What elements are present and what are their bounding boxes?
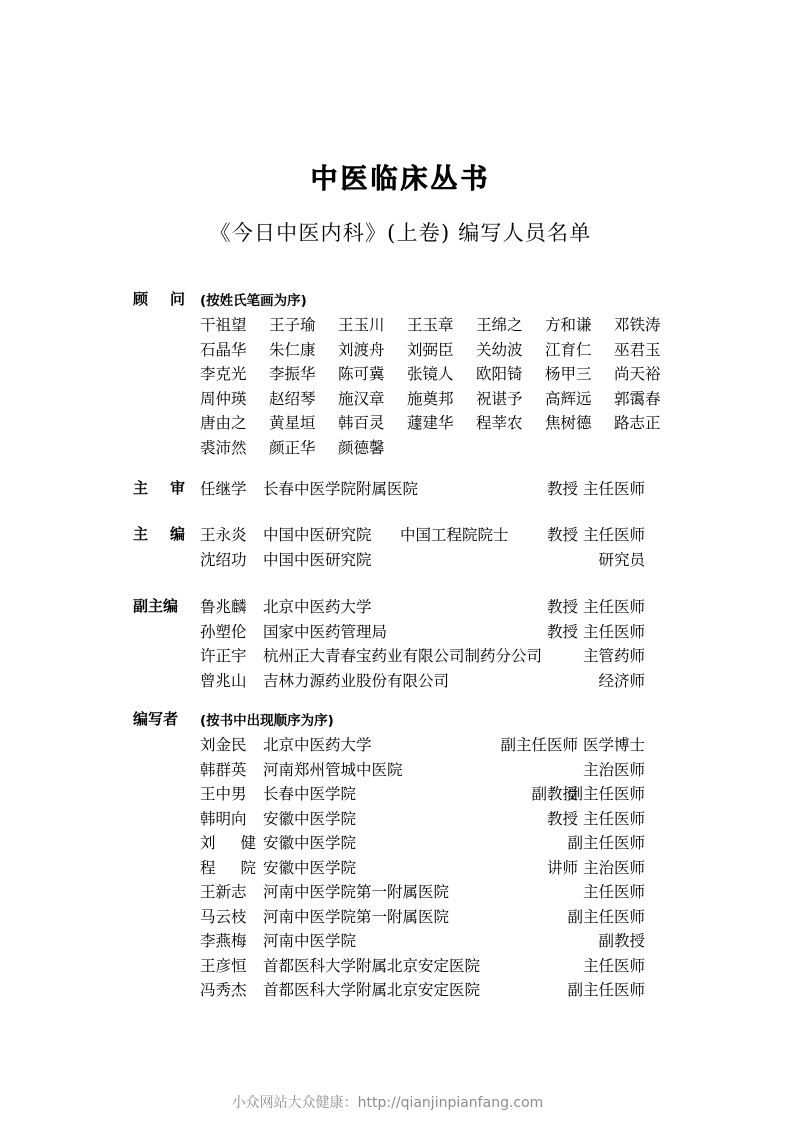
name-char: 健: [240, 834, 256, 852]
contributor-organization: 北京中医药大学: [263, 736, 372, 754]
advisor-name: 李振华: [269, 365, 316, 383]
contributor-name: 许正宇: [200, 647, 247, 665]
contributor-name: 孙塑伦: [200, 622, 247, 641]
contributor-name: 王永炎: [200, 526, 247, 544]
contributor-name: 沈绍功: [200, 550, 247, 569]
advisor-name: 唐由之: [200, 414, 247, 432]
contributor-name: 李燕梅: [200, 932, 247, 950]
contributor-organization: 杭州正大青春宝药业有限公司制药分公司: [263, 647, 543, 665]
contributor-name: 刘金民: [200, 736, 247, 754]
contributor-organization: 安徽中医学院: [263, 858, 357, 877]
contributor-name: 王彦恒: [200, 956, 247, 975]
contributor-organization: 安徽中医学院: [263, 809, 357, 828]
section-label-char: 审: [169, 479, 185, 497]
contributor-rank-primary: 副教授: [531, 785, 578, 803]
name-char: 刘: [200, 834, 216, 852]
advisors-order-note: (按姓氏笔画为序): [200, 293, 307, 309]
contributor-organization: 国家中医药管理局: [263, 622, 388, 641]
section-label-char: 主: [133, 479, 149, 497]
advisor-name: 尚天裕: [614, 365, 661, 383]
section-label-char: 顾: [133, 290, 149, 308]
section-label-char: 编: [169, 525, 185, 543]
contributor-name: 马云枝: [200, 907, 247, 926]
contributor-rank-secondary: 副主任医师: [567, 907, 645, 926]
advisor-name: 张镜人: [407, 365, 454, 383]
contributor-rank-secondary: 经济师: [598, 671, 645, 690]
page-title: 《今日中医内科》(上卷) 编写人员名单: [209, 221, 592, 245]
contributor-organization: 首都医科大学附属北京安定医院: [263, 956, 481, 975]
advisor-name: 杨甲三: [545, 365, 592, 383]
series-title: 中医临床丛书: [310, 164, 491, 195]
advisor-name: 程莘农: [476, 414, 523, 432]
advisor-name: 陈可冀: [338, 365, 385, 383]
advisor-name: 刘弼臣: [407, 340, 454, 359]
contributor-rank-primary: 讲师: [546, 858, 578, 877]
advisor-name: 赵绍琴: [269, 389, 316, 408]
contributor-rank-primary: 教授: [546, 622, 578, 641]
advisor-name: 焦树德: [545, 414, 592, 432]
advisor-name: 郭霭春: [614, 389, 661, 408]
contributor-name: 韩群英: [200, 760, 247, 779]
advisor-name: 周仲瑛: [200, 389, 247, 408]
section-label-char: 问: [169, 290, 185, 308]
contributor-rank-secondary: 主任医师: [582, 598, 645, 616]
advisor-name: 干祖望: [200, 316, 247, 334]
contributor-rank-secondary: 主治医师: [582, 858, 645, 877]
advisor-name: 颜德馨: [338, 438, 385, 457]
advisor-name: 颜正华: [269, 438, 316, 457]
contributor-organization: 北京中医药大学: [263, 598, 372, 616]
contributor-name: 王中男: [200, 785, 247, 803]
advisor-name: 石晶华: [200, 340, 247, 359]
section-label: 编写者: [133, 710, 179, 728]
contributor-rank-secondary: 主任医师: [582, 956, 645, 975]
advisor-name: 邓铁涛: [614, 316, 661, 334]
advisor-name: 朱仁康: [269, 340, 316, 359]
footer-watermark: 小众网站大众健康：http://qianjinpianfang.com: [231, 1095, 544, 1111]
section-label-char: 主: [133, 525, 149, 543]
contributor-rank-secondary: 副主任医师: [567, 785, 645, 803]
advisor-name: 关幼波: [476, 340, 523, 359]
contributor-name: 鲁兆麟: [200, 598, 247, 616]
advisor-name: 韩百灵: [338, 414, 385, 432]
advisor-name: 刘渡舟: [338, 340, 385, 359]
name-char: 院: [240, 858, 256, 877]
advisor-name: 路志正: [614, 414, 661, 432]
advisor-name: 祝谌予: [476, 389, 523, 408]
advisor-name: 王玉章: [407, 316, 454, 334]
contributor-rank-primary: 教授: [546, 526, 578, 544]
contributor-rank-secondary: 主管药师: [582, 647, 645, 665]
contributor-rank-secondary: 医学博士: [582, 736, 645, 754]
contributor-organization: 中国中医研究院: [263, 550, 372, 569]
contributor-rank-secondary: 副主任医师: [567, 981, 645, 999]
contributor-rank-primary: 教授: [546, 809, 578, 828]
contributor-rank-secondary: 主任医师: [582, 526, 645, 544]
section-label: 副主编: [133, 597, 179, 615]
contributor-organization: 中国中医研究院: [263, 526, 372, 544]
advisor-name: 黄星垣: [269, 414, 316, 432]
contributor-organization: 安徽中医学院: [263, 834, 357, 852]
advisor-name: 裘沛然: [200, 438, 247, 457]
contributor-name: 王新志: [200, 883, 247, 901]
name-char: 程: [200, 858, 216, 877]
contributor-organization: 河南中医学院: [263, 932, 357, 950]
contributor-rank-secondary: 主任医师: [582, 883, 645, 901]
advisor-name: 蘧建华: [407, 414, 454, 432]
advisor-name: 江育仁: [545, 340, 592, 359]
advisor-name: 王玉川: [338, 316, 385, 334]
contributor-name: 韩明向: [200, 809, 247, 828]
advisor-name: 施奠邦: [407, 389, 454, 408]
advisor-name: 方和谦: [545, 316, 592, 334]
advisor-name: 李克光: [200, 365, 247, 383]
contributor-organization: 首都医科大学附属北京安定医院: [263, 981, 481, 999]
contributor-organization: 河南中医学院第一附属医院: [263, 883, 450, 901]
contributor-rank-secondary: 主任医师: [582, 622, 645, 641]
advisor-name: 高辉远: [545, 389, 592, 408]
contributor-rank-primary: 教授: [546, 480, 578, 498]
contributor-rank-secondary: 研究员: [598, 550, 645, 569]
contributor-name: 冯秀杰: [200, 981, 247, 999]
advisor-name: 巫君玉: [614, 340, 661, 359]
contributor-honor: 中国工程院院士: [400, 526, 509, 544]
section-label: [133, 288, 185, 309]
contributor-rank-secondary: 副教授: [598, 932, 645, 950]
contributor-rank-primary: 教授: [546, 598, 578, 616]
contributor-rank-primary: 副主任医师: [500, 736, 578, 754]
contributor-name: 曾兆山: [200, 671, 247, 690]
advisor-name: 王绵之: [476, 316, 523, 334]
contributor-rank-secondary: 主任医师: [582, 809, 645, 828]
contributor-name: 任继学: [200, 480, 247, 498]
advisor-name: 欧阳锜: [476, 365, 523, 383]
contributor-rank-secondary: 副主任医师: [567, 834, 645, 852]
contributor-organization: 河南郑州管城中医院: [263, 760, 403, 779]
writers-order-note: (按书中出现顺序为序): [200, 713, 334, 729]
contributor-rank-secondary: 主任医师: [582, 480, 645, 498]
contributor-organization: 长春中医学院附属医院: [263, 480, 419, 498]
contributor-organization: 河南中医学院第一附属医院: [263, 907, 450, 926]
contributor-rank-secondary: 主治医师: [582, 760, 645, 779]
contributor-organization: 吉林力源药业股份有限公司: [263, 671, 450, 690]
contributor-organization: 长春中医学院: [263, 785, 357, 803]
advisor-name: 王子瑜: [269, 316, 316, 334]
advisor-name: 施汉章: [338, 389, 385, 408]
